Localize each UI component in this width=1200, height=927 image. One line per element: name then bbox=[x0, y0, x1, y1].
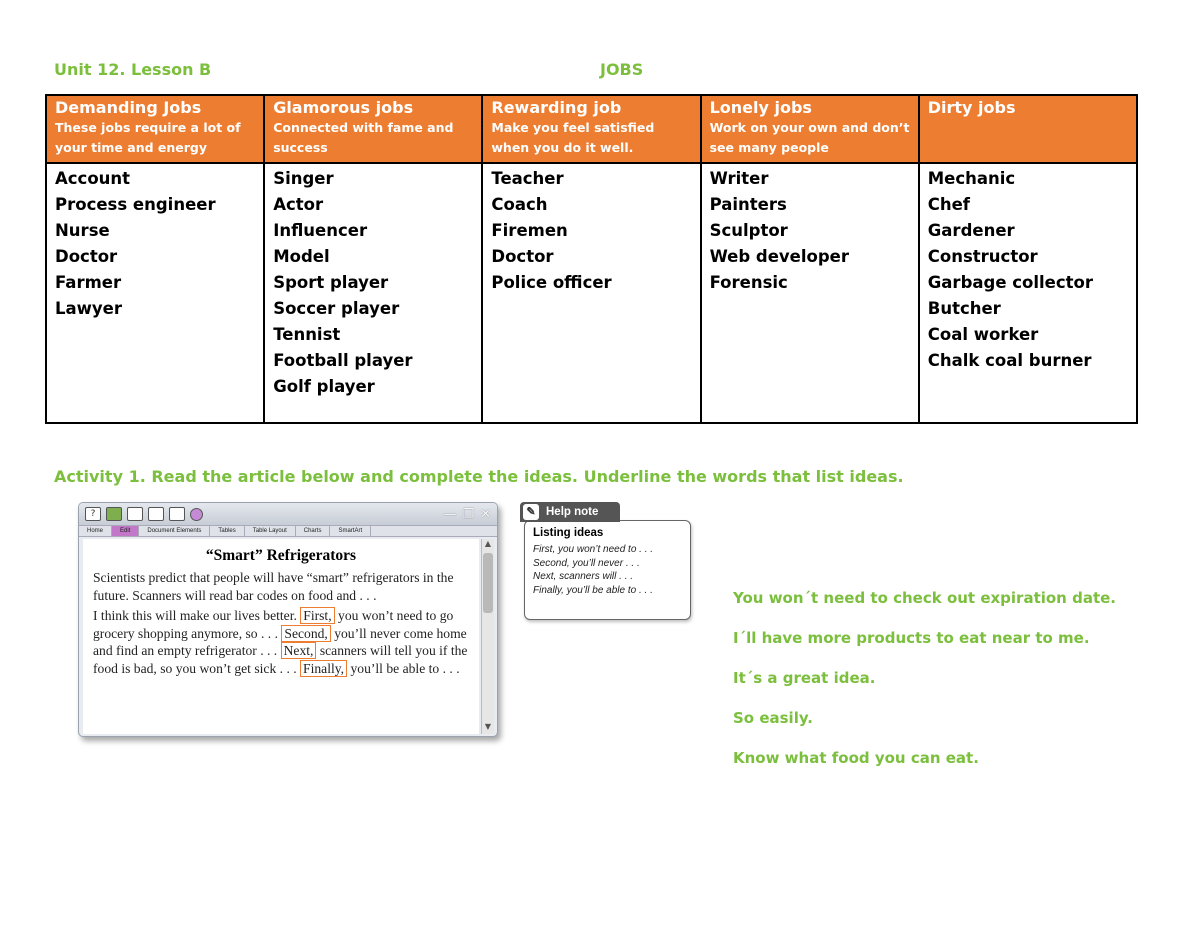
job-item: Painters bbox=[709, 195, 787, 214]
table-body-row bbox=[46, 163, 1137, 423]
article-paragraph-1: Scientists predict that people will have “smart” refrigerators in the future. Scanners will read bar codes on food and . . . bbox=[93, 570, 454, 603]
scroll-thumb[interactable] bbox=[483, 553, 493, 613]
job-item: Tennist bbox=[273, 325, 341, 344]
window-controls bbox=[443, 507, 491, 522]
job-item: Butcher bbox=[927, 299, 1001, 318]
job-item: Football player bbox=[273, 351, 413, 370]
job-item: Nurse bbox=[55, 221, 110, 240]
job-list bbox=[273, 166, 473, 400]
highlight-first: First, bbox=[300, 607, 334, 624]
job-item: Lawyer bbox=[55, 299, 122, 318]
help-note-tab bbox=[520, 502, 620, 522]
tab-smartart[interactable]: SmartArt bbox=[330, 526, 371, 536]
text-run: I think this will make our lives better. bbox=[93, 608, 301, 623]
cell-dirty bbox=[919, 163, 1137, 423]
header-glamorous bbox=[264, 95, 482, 163]
scroll-down-icon[interactable]: ▼ bbox=[484, 722, 492, 731]
minimize-icon[interactable]: — bbox=[443, 506, 457, 522]
highlight-second: Second, bbox=[281, 625, 330, 642]
tab-document-elements[interactable]: Document Elements bbox=[139, 526, 210, 536]
job-item: Account bbox=[55, 169, 131, 188]
job-item: Doctor bbox=[491, 247, 554, 266]
header-dirty bbox=[919, 95, 1137, 163]
cell-rewarding bbox=[482, 163, 700, 423]
job-item: Garbage collector bbox=[927, 273, 1094, 292]
help-icon[interactable]: ? bbox=[85, 507, 101, 521]
help-note bbox=[520, 502, 692, 620]
job-item: Singer bbox=[273, 169, 334, 188]
job-list bbox=[928, 166, 1128, 374]
table-header-row bbox=[46, 95, 1137, 163]
text-run: you’ll never come home and find an empty refrigerator . . . bbox=[93, 625, 467, 658]
help-line: Second, you’ll never . . . bbox=[533, 557, 640, 569]
help-line: Next, scanners will . . . bbox=[533, 571, 634, 582]
job-item: Writer bbox=[709, 169, 769, 188]
save-icon[interactable] bbox=[148, 507, 164, 521]
cell-demanding bbox=[46, 163, 264, 423]
answer-item: So easily. bbox=[733, 709, 813, 727]
maximize-icon[interactable]: ❐ bbox=[462, 506, 475, 522]
job-item: Mechanic bbox=[927, 169, 1016, 188]
cell-glamorous bbox=[264, 163, 482, 423]
job-item: Coach bbox=[491, 195, 548, 214]
job-item: Sport player bbox=[273, 273, 389, 292]
highlight-finally: Finally, bbox=[300, 660, 347, 677]
open-folder-icon[interactable] bbox=[127, 507, 143, 521]
header-lonely bbox=[701, 95, 919, 163]
job-item: Teacher bbox=[491, 169, 564, 188]
column-description: Work on your own and don’t see many people bbox=[709, 120, 910, 155]
job-item: Firemen bbox=[491, 221, 568, 240]
job-list bbox=[710, 166, 910, 296]
column-description: Connected with fame and success bbox=[273, 120, 454, 155]
text-run: you won’t need to go grocery shopping anymore, so . . . bbox=[93, 608, 454, 641]
header-demanding bbox=[46, 95, 264, 163]
tab-home[interactable]: Home bbox=[79, 526, 112, 536]
article-paragraph-2 bbox=[93, 607, 469, 677]
tab-table-layout[interactable]: Table Layout bbox=[245, 526, 296, 536]
window-toolbar bbox=[79, 503, 497, 525]
job-item: Gardener bbox=[927, 221, 1015, 240]
job-item: Constructor bbox=[927, 247, 1038, 266]
column-title: Demanding Jobs bbox=[55, 98, 202, 117]
column-description: These jobs require a lot of your time and energy bbox=[55, 120, 241, 155]
pencil-icon: ✎ bbox=[523, 504, 539, 520]
job-list bbox=[491, 166, 691, 296]
answers-list bbox=[733, 588, 1116, 788]
column-description: Make you feel satisfied when you do it well. bbox=[491, 120, 655, 155]
column-title: Dirty jobs bbox=[927, 98, 1016, 117]
job-item: Forensic bbox=[709, 273, 788, 292]
job-item: Model bbox=[273, 247, 330, 266]
header-rewarding bbox=[482, 95, 700, 163]
cell-lonely bbox=[701, 163, 919, 423]
jobs-table bbox=[45, 94, 1138, 424]
job-item: Actor bbox=[273, 195, 324, 214]
activity-instruction: Activity 1. Read the article below and complete the ideas. Underline the words that list ideas. bbox=[54, 467, 904, 486]
sidebar-icon[interactable] bbox=[106, 507, 122, 521]
tab-charts[interactable]: Charts bbox=[296, 526, 331, 536]
highlight-next: Next, bbox=[281, 642, 317, 659]
help-heading: Listing ideas bbox=[533, 527, 604, 539]
job-item: Golf player bbox=[273, 377, 375, 396]
job-item: Police officer bbox=[491, 273, 612, 292]
job-item: Doctor bbox=[55, 247, 118, 266]
help-note-body bbox=[524, 520, 691, 620]
text-run: scanners will tell you if the food is bad, so you won’t get sick . . . bbox=[93, 643, 468, 676]
media-icon[interactable] bbox=[190, 508, 203, 521]
answer-item: It´s a great idea. bbox=[733, 669, 876, 687]
vertical-scrollbar[interactable] bbox=[481, 539, 494, 734]
job-item: Sculptor bbox=[709, 221, 788, 240]
job-item: Soccer player bbox=[273, 299, 400, 318]
article-title: “Smart” Refrigerators bbox=[205, 547, 357, 564]
close-icon[interactable]: ✕ bbox=[480, 506, 491, 522]
tab-tables[interactable]: Tables bbox=[210, 526, 244, 536]
document-page[interactable] bbox=[83, 539, 479, 734]
job-item: Web developer bbox=[709, 247, 849, 266]
job-item: Farmer bbox=[55, 273, 122, 292]
scroll-up-icon[interactable]: ▲ bbox=[484, 539, 492, 548]
help-line: First, you won’t need to . . . bbox=[533, 544, 654, 555]
column-title: Glamorous jobs bbox=[273, 98, 414, 117]
help-line: Finally, you’ll be able to . . . bbox=[533, 584, 653, 596]
job-item: Coal worker bbox=[927, 325, 1039, 344]
job-item: Influencer bbox=[273, 221, 368, 240]
job-item: Chef bbox=[927, 195, 970, 214]
document-window bbox=[78, 502, 498, 737]
page-title: JOBS bbox=[600, 60, 644, 79]
ribbon-tabs bbox=[79, 525, 497, 537]
answer-item: You won´t need to check out expiration date. bbox=[733, 589, 1116, 607]
column-title: Rewarding job bbox=[491, 98, 622, 117]
job-list bbox=[55, 166, 255, 322]
print-icon[interactable] bbox=[169, 507, 185, 521]
column-title: Lonely jobs bbox=[709, 98, 812, 117]
job-item: Chalk coal burner bbox=[927, 351, 1092, 370]
text-run: you’ll be able to . . . bbox=[347, 660, 460, 676]
help-note-label: Help note bbox=[546, 506, 599, 518]
answer-item: I´ll have more products to eat near to me. bbox=[733, 629, 1090, 647]
lesson-label: Unit 12. Lesson B bbox=[54, 60, 212, 79]
job-item: Process engineer bbox=[55, 195, 216, 214]
tab-edit[interactable]: Edit bbox=[112, 526, 139, 536]
answer-item: Know what food you can eat. bbox=[733, 749, 979, 767]
